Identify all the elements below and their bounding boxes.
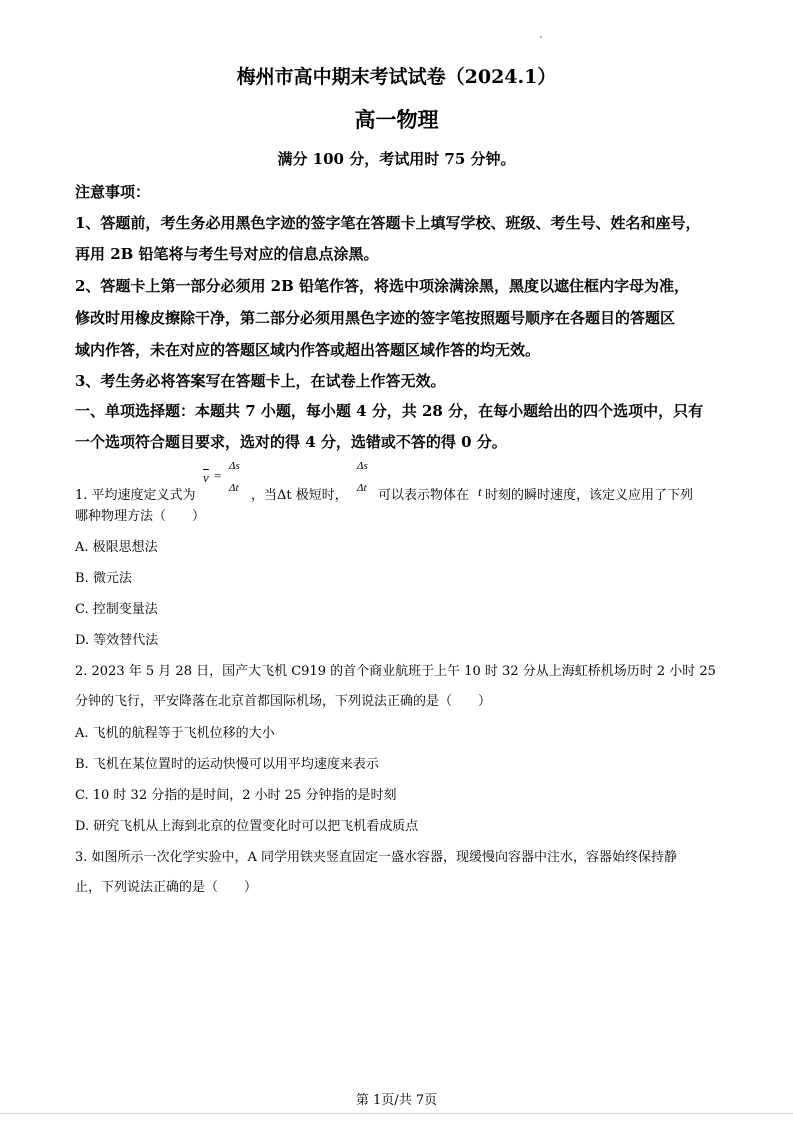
q1-formula-eq: =: [214, 468, 222, 483]
q2-line1: 2. 2023 年 5 月 28 日，国产大飞机 C919 的首个商业航班于上午 10 时 32 分从上海虹桥机场历时 2 小时 25: [75, 664, 716, 679]
q3-line2: 止，下列说法正确的是（ ）: [75, 880, 258, 895]
page-number: 第 1页/共 7页: [355, 1093, 438, 1108]
notice-item3: 3、考生务必将答案写在答题卡上，在试卷上作答无效。: [75, 372, 446, 390]
q1-option-c: C. 控制变量法: [75, 602, 158, 617]
q2-option-d: D. 研究飞机从上海到北京的位置变化时可以把飞机看成质点: [75, 819, 419, 834]
q1-text-c: 可以表示物体在: [378, 488, 470, 503]
q1-option-d: D. 等效替代法: [75, 633, 159, 648]
q1-formula2-num: Δs: [357, 460, 368, 472]
q1-option-b: B. 微元法: [75, 571, 132, 586]
q1-text-b: ，当Δt 极短时，: [251, 488, 348, 503]
q1-formula2-den: Δt: [357, 482, 367, 494]
q2-option-b: B. 飞机在某位置时的运动快慢可以用平均速度来表示: [75, 757, 379, 772]
notice-heading: 注意事项：: [75, 183, 151, 201]
corner-mark: [540, 36, 542, 38]
q1-formula-num: Δs: [229, 460, 240, 472]
notice-item1-line2: 再用 2B 铅笔将与考生号对应的信息点涂黑。: [75, 245, 379, 263]
section1-line2: 一个选项符合题目要求，选对的得 4 分，选错或不答的得 0 分。: [75, 433, 507, 451]
footer-divider: [0, 1113, 793, 1114]
q1-formula-v: $\overline{v}$: [203, 470, 209, 485]
score-info: 满分 100 分，考试用时 75 分钟。: [277, 150, 516, 168]
notice-item2-line3: 域内作答，未在对应的答题区域内作答或超出答题区域作答的均无效。: [75, 341, 541, 359]
q1-line2: 哪种物理方法（ ）: [75, 509, 206, 524]
q1-text-a: 1. 平均速度定义式为: [75, 488, 196, 503]
q2-option-c: C. 10 时 32 分指的是时间，2 小时 25 分钟指的是时刻: [75, 788, 397, 803]
q2-line2: 分钟的飞行，平安降落在北京首都国际机场，下列说法正确的是（ ）: [75, 694, 492, 709]
notice-item2-line1: 2、答题卡上第一部分必须用 2B 铅笔作答，将选中项涂满涂黑，黑度以遮住框内字母为准，: [75, 277, 690, 295]
q3-line1: 3. 如图所示一次化学实验中，A 同学用铁夹竖直固定一盛水容器，现缓慢向容器中注水，容器始终保持静: [75, 850, 678, 865]
q1-t-var: t: [478, 484, 482, 499]
q1-text-d: 时刻的瞬时速度，该定义应用了下列: [485, 488, 694, 503]
section1-line1: 一、单项选择题：本题共 7 小题，每小题 4 分，共 28 分，在每小题给出的四个选项中，只有: [75, 402, 704, 420]
q1-formula-den: Δt: [229, 482, 239, 494]
subject-title: 高一物理: [354, 107, 439, 132]
exam-title: 梅州市高中期末考试试卷（2024.1）: [236, 66, 557, 88]
notice-item2-line2: 修改时用橡皮擦除干净，第二部分必须用黑色字迹的签字笔按照题号顺序在各题目的答题区: [75, 309, 676, 327]
q1-option-a: A. 极限思想法: [75, 540, 158, 555]
q2-option-a: A. 飞机的航程等于飞机位移的大小: [75, 726, 275, 741]
notice-item1-line1: 1、答题前，考生务必用黑色字迹的签字笔在答题卡上填写学校、班级、考生号、姓名和座号，: [75, 214, 701, 232]
